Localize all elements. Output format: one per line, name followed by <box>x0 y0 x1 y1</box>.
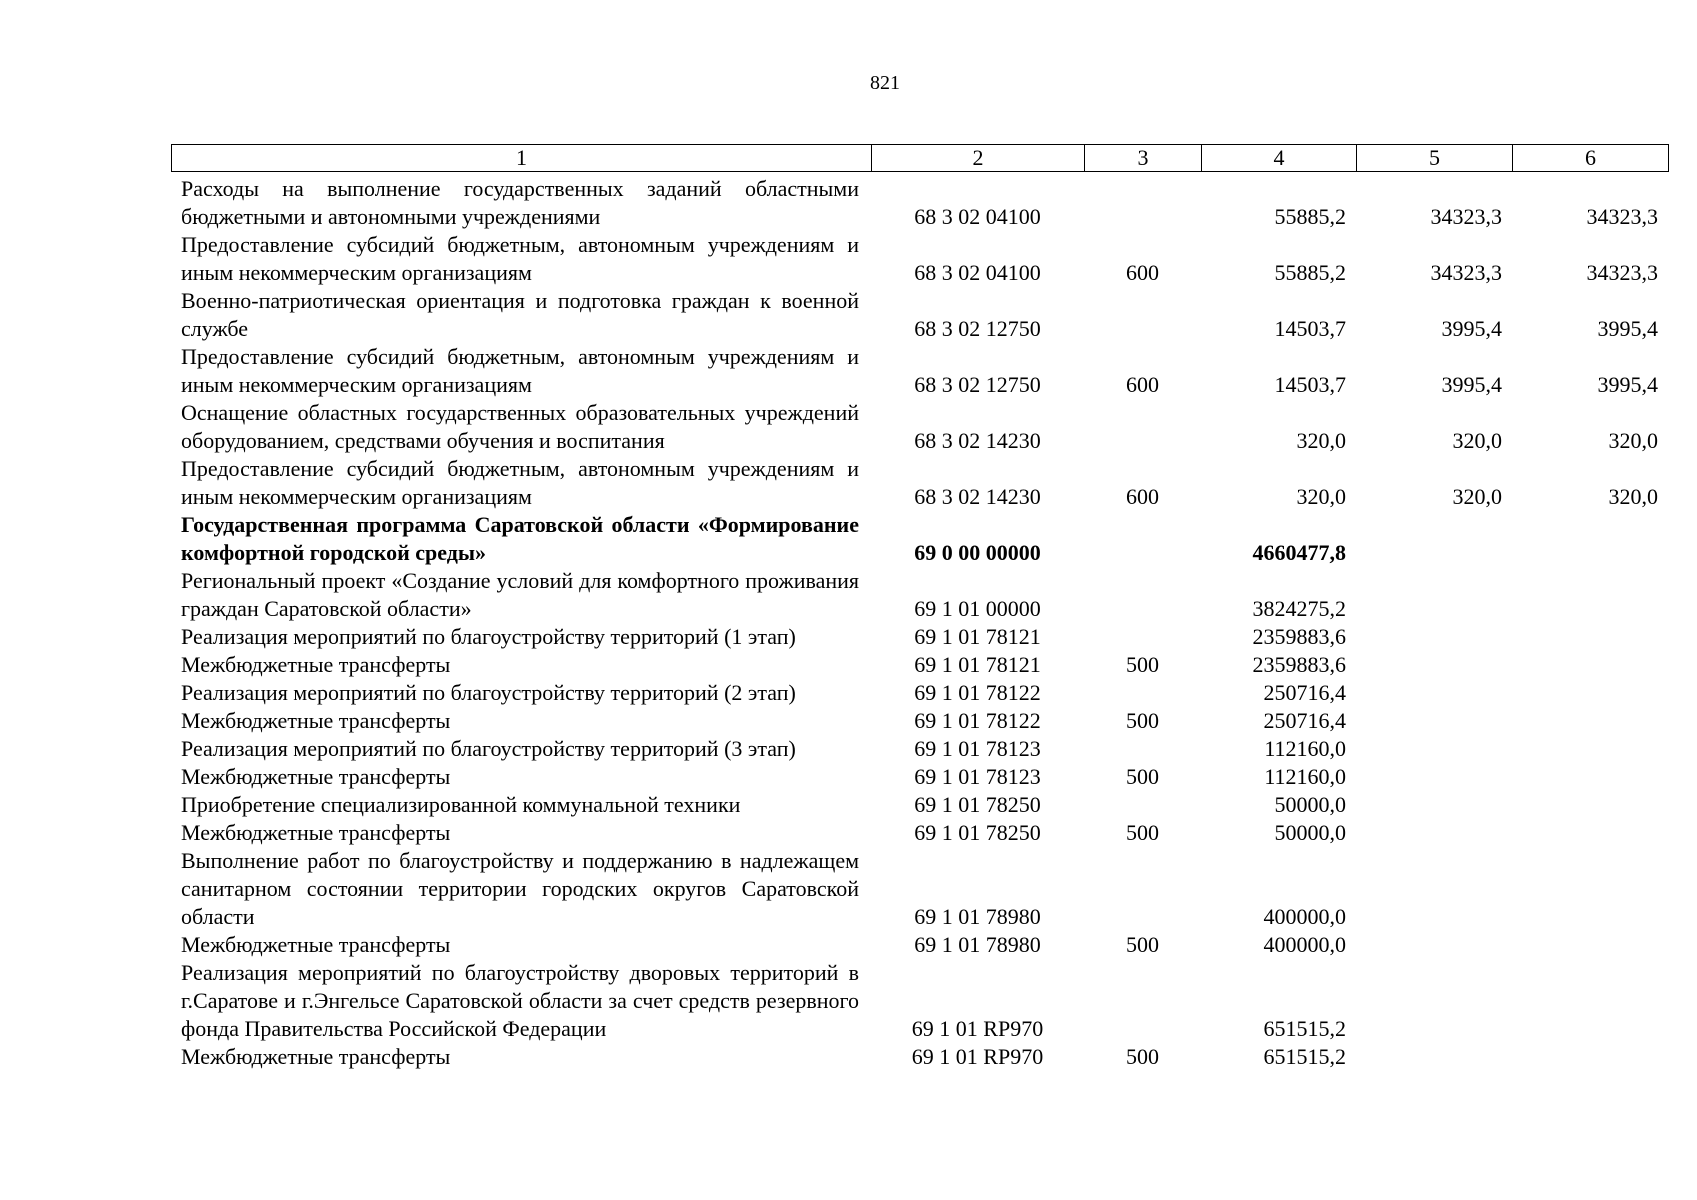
row-code-cell: 68 3 02 04100 <box>914 204 1041 229</box>
row-name-cell: Региональный проект «Создание условий для комфортного проживания граждан Саратовской области» <box>181 568 859 621</box>
row-code-cell: 69 1 01 78122 <box>914 708 1041 733</box>
row-value-2-cell: 320,0 <box>1452 428 1502 453</box>
table-row <box>171 735 1673 763</box>
row-code-cell: 68 3 02 04100 <box>914 260 1041 285</box>
column-header-table <box>171 144 1669 172</box>
row-value-1-cell: 50000,0 <box>1274 792 1346 817</box>
row-name-cell: Реализация мероприятий по благоустройству территорий (1 этап) <box>181 624 796 649</box>
row-value-2-cell: 3995,4 <box>1441 372 1502 397</box>
column-header-3: 3 <box>1085 145 1202 172</box>
row-name-cell: Военно-патриотическая ориентация и подготовка граждан к военной службе <box>181 288 859 341</box>
row-type-cell: 500 <box>1126 708 1159 733</box>
row-code-cell: 69 1 01 78250 <box>914 820 1041 845</box>
row-code-cell: 69 1 01 78121 <box>914 652 1041 677</box>
row-value-1-cell: 112160,0 <box>1264 736 1346 761</box>
row-value-2-cell: 34323,3 <box>1430 204 1502 229</box>
row-value-1-cell: 55885,2 <box>1274 260 1346 285</box>
row-value-2-cell: 3995,4 <box>1441 316 1502 341</box>
table-row <box>171 623 1673 651</box>
row-value-1-cell: 55885,2 <box>1274 204 1346 229</box>
row-value-1-cell: 50000,0 <box>1274 820 1346 845</box>
row-value-1-cell: 3824275,2 <box>1252 596 1346 621</box>
table-row <box>171 231 1673 287</box>
row-code-cell: 69 1 01 78123 <box>914 736 1041 761</box>
row-name-cell: Межбюджетные трансферты <box>181 1044 451 1069</box>
row-name-cell: Выполнение работ по благоустройству и поддержанию в надлежащем санитарном состоянии территории городских округов Саратовской области <box>181 848 859 929</box>
table-row <box>171 707 1673 735</box>
row-value-3-cell: 34323,3 <box>1586 260 1658 285</box>
row-code-cell: 69 1 01 78980 <box>914 904 1041 929</box>
row-value-1-cell: 2359883,6 <box>1252 624 1346 649</box>
table-row <box>171 343 1673 399</box>
table-row <box>171 511 1673 567</box>
row-code-cell: 69 1 01 78123 <box>914 764 1041 789</box>
table-row <box>171 455 1673 511</box>
row-name-cell: Реализация мероприятий по благоустройству территорий (2 этап) <box>181 680 796 705</box>
row-value-3-cell: 3995,4 <box>1597 316 1658 341</box>
row-value-1-cell: 250716,4 <box>1263 708 1346 733</box>
page-number: 821 <box>870 72 900 94</box>
row-name-cell: Предоставление субсидий бюджетным, автономным учреждениям и иным некоммерческим организациям <box>181 456 859 509</box>
row-name-cell: Межбюджетные трансферты <box>181 820 451 845</box>
row-name-cell: Оснащение областных государственных образовательных учреждений оборудованием, средствами обучения и воспитания <box>181 400 859 453</box>
row-type-cell: 500 <box>1126 932 1159 957</box>
row-value-1-cell: 14503,7 <box>1274 316 1346 341</box>
table-row <box>171 819 1673 847</box>
row-code-cell: 69 1 01 RP970 <box>911 1016 1044 1041</box>
row-value-1-cell: 320,0 <box>1296 428 1346 453</box>
row-name-cell: Межбюджетные трансферты <box>181 932 451 957</box>
row-code-cell: 68 3 02 12750 <box>914 316 1041 341</box>
column-header-6: 6 <box>1513 145 1669 172</box>
table-row <box>171 931 1673 959</box>
row-type-cell: 500 <box>1126 652 1159 677</box>
row-value-1-cell: 250716,4 <box>1263 680 1346 705</box>
row-value-1-cell: 651515,2 <box>1263 1016 1346 1041</box>
column-header-row <box>172 145 1669 172</box>
row-type-cell: 500 <box>1126 1044 1159 1069</box>
row-type-cell: 500 <box>1126 764 1159 789</box>
table-row <box>171 679 1673 707</box>
table-row <box>171 847 1673 931</box>
table-row <box>171 959 1673 1043</box>
row-type-cell: 500 <box>1126 820 1159 845</box>
row-value-1-cell: 4660477,8 <box>1252 540 1346 565</box>
row-code-cell: 68 3 02 14230 <box>914 428 1041 453</box>
column-header-2: 2 <box>872 145 1085 172</box>
row-name-cell: Предоставление субсидий бюджетным, автономным учреждениям и иным некоммерческим организациям <box>181 232 859 285</box>
table-row <box>171 651 1673 679</box>
table-row <box>171 399 1673 455</box>
row-value-1-cell: 400000,0 <box>1263 932 1346 957</box>
row-code-cell: 69 1 01 RP970 <box>911 1044 1044 1069</box>
row-name-cell: Приобретение специализированной коммунальной техники <box>181 792 741 817</box>
row-name-cell: Реализация мероприятий по благоустройству дворовых территорий в г.Саратове и г.Энгельсе Саратовской области за счет средств резервного фонда Правительства Российской Федерации <box>181 960 859 1041</box>
row-code-cell: 69 1 01 78122 <box>914 680 1041 705</box>
row-type-cell: 600 <box>1126 484 1159 509</box>
row-name-cell: Межбюджетные трансферты <box>181 708 451 733</box>
table-row <box>171 175 1673 231</box>
row-value-3-cell: 3995,4 <box>1597 372 1658 397</box>
row-name-cell: Предоставление субсидий бюджетным, автономным учреждениям и иным некоммерческим организациям <box>181 344 859 397</box>
budget-table-body <box>171 175 1673 1071</box>
row-type-cell: 600 <box>1126 372 1159 397</box>
row-value-3-cell: 34323,3 <box>1586 204 1658 229</box>
row-name-cell: Реализация мероприятий по благоустройству территорий (3 этап) <box>181 736 796 761</box>
table-row <box>171 287 1673 343</box>
row-value-2-cell: 320,0 <box>1452 484 1502 509</box>
table-row <box>171 791 1673 819</box>
column-header-4: 4 <box>1202 145 1357 172</box>
row-value-2-cell: 34323,3 <box>1430 260 1502 285</box>
row-name-cell: Государственная программа Саратовской области «Формирование комфортной городской среды» <box>181 512 859 565</box>
row-value-1-cell: 400000,0 <box>1263 904 1346 929</box>
row-name-cell: Межбюджетные трансферты <box>181 652 451 677</box>
row-value-1-cell: 320,0 <box>1296 484 1346 509</box>
row-name-cell: Межбюджетные трансферты <box>181 764 451 789</box>
row-value-1-cell: 112160,0 <box>1264 764 1346 789</box>
row-code-cell: 68 3 02 12750 <box>914 372 1041 397</box>
row-value-1-cell: 14503,7 <box>1274 372 1346 397</box>
table-row <box>171 763 1673 791</box>
column-header-5: 5 <box>1357 145 1513 172</box>
table-row <box>171 1043 1673 1071</box>
row-code-cell: 69 1 01 78250 <box>914 792 1041 817</box>
row-code-cell: 69 0 00 00000 <box>914 540 1041 565</box>
row-value-3-cell: 320,0 <box>1608 428 1658 453</box>
row-code-cell: 69 1 01 78980 <box>914 932 1041 957</box>
row-value-1-cell: 651515,2 <box>1263 1044 1346 1069</box>
column-header-1: 1 <box>172 145 872 172</box>
row-type-cell: 600 <box>1126 260 1159 285</box>
row-value-1-cell: 2359883,6 <box>1252 652 1346 677</box>
row-name-cell: Расходы на выполнение государственных заданий областными бюджетными и автономными учреждениями <box>181 176 859 229</box>
table-row <box>171 567 1673 623</box>
row-value-3-cell: 320,0 <box>1608 484 1658 509</box>
row-code-cell: 68 3 02 14230 <box>914 484 1041 509</box>
row-code-cell: 69 1 01 00000 <box>914 596 1041 621</box>
row-code-cell: 69 1 01 78121 <box>914 624 1041 649</box>
